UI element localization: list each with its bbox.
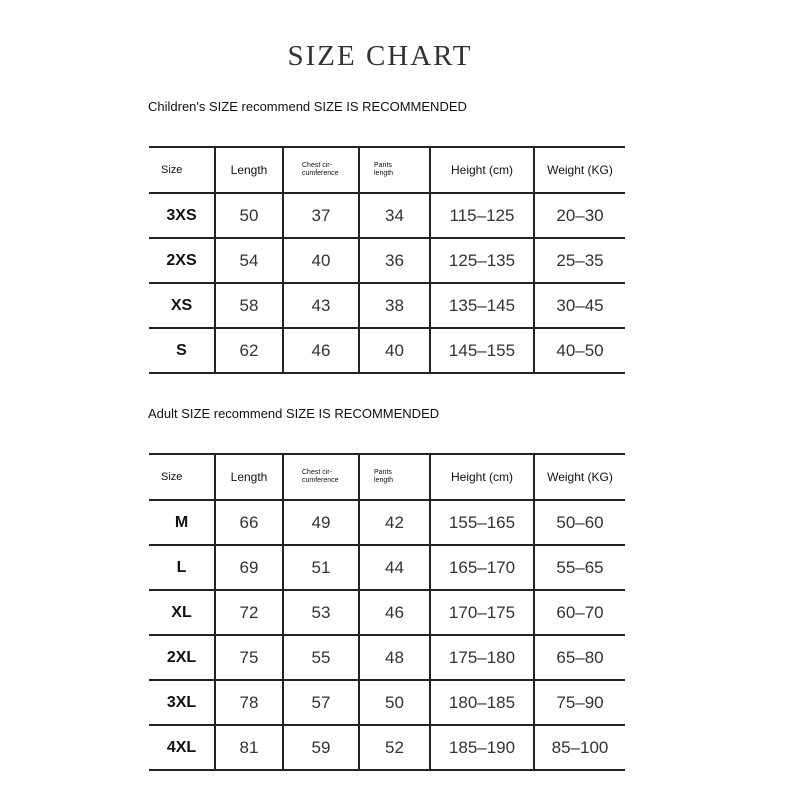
cell-length: 50 — [215, 193, 283, 238]
cell-length: 62 — [215, 328, 283, 373]
cell-chest: 43 — [283, 283, 359, 328]
cell-chest: 40 — [283, 238, 359, 283]
cell-length: 75 — [215, 635, 283, 680]
cell-pants: 36 — [359, 238, 430, 283]
cell-height: 170–175 — [430, 590, 534, 635]
cell-weight: 60–70 — [534, 590, 625, 635]
cell-height: 155–165 — [430, 500, 534, 545]
cell-pants: 40 — [359, 328, 430, 373]
table-row — [149, 635, 625, 680]
cell-chest: 55 — [283, 635, 359, 680]
header-size: Size — [149, 454, 215, 500]
cell-height: 125–135 — [430, 238, 534, 283]
cell-weight: 85–100 — [534, 725, 625, 770]
cell-size: 2XS — [149, 238, 215, 283]
cell-chest: 51 — [283, 545, 359, 590]
cell-size: 3XS — [149, 193, 215, 238]
table-row — [149, 238, 625, 283]
cell-pants: 52 — [359, 725, 430, 770]
cell-pants: 48 — [359, 635, 430, 680]
cell-height: 135–145 — [430, 283, 534, 328]
header-length: Length — [215, 147, 283, 193]
header-height: Height (cm) — [430, 147, 534, 193]
adult-section-label: Adult SIZE recommend SIZE IS RECOMMENDED — [148, 406, 440, 421]
table-header-row — [149, 147, 625, 193]
table-row — [149, 725, 625, 770]
cell-size: 4XL — [149, 725, 215, 770]
cell-height: 145–155 — [430, 328, 534, 373]
cell-length: 54 — [215, 238, 283, 283]
cell-length: 58 — [215, 283, 283, 328]
cell-pants: 38 — [359, 283, 430, 328]
cell-size: L — [149, 545, 215, 590]
cell-weight: 20–30 — [534, 193, 625, 238]
children-section-label: Children's SIZE recommend SIZE IS RECOMMENDED — [148, 99, 467, 114]
adult-table-body — [149, 500, 625, 770]
cell-chest: 59 — [283, 725, 359, 770]
header-weight: Weight (KG) — [534, 454, 625, 500]
cell-size: M — [149, 500, 215, 545]
cell-pants: 34 — [359, 193, 430, 238]
cell-height: 185–190 — [430, 725, 534, 770]
cell-size: 2XL — [149, 635, 215, 680]
cell-chest: 53 — [283, 590, 359, 635]
cell-pants: 44 — [359, 545, 430, 590]
cell-length: 78 — [215, 680, 283, 725]
page-title: SIZE CHART — [287, 40, 473, 72]
table-row — [149, 590, 625, 635]
header-pants: Pants length — [359, 454, 430, 500]
header-chest: Chest cir- cumference — [283, 147, 359, 193]
table-row — [149, 545, 625, 590]
header-height: Height (cm) — [430, 454, 534, 500]
children-size-table — [149, 146, 625, 374]
cell-weight: 75–90 — [534, 680, 625, 725]
cell-weight: 55–65 — [534, 545, 625, 590]
cell-height: 175–180 — [430, 635, 534, 680]
table-row — [149, 500, 625, 545]
header-weight: Weight (KG) — [534, 147, 625, 193]
cell-pants: 42 — [359, 500, 430, 545]
table-row — [149, 680, 625, 725]
cell-weight: 30–45 — [534, 283, 625, 328]
header-size: Size — [149, 147, 215, 193]
table-header-row — [149, 454, 625, 500]
cell-length: 69 — [215, 545, 283, 590]
cell-size: XS — [149, 283, 215, 328]
cell-size: XL — [149, 590, 215, 635]
cell-weight: 25–35 — [534, 238, 625, 283]
table-row — [149, 193, 625, 238]
cell-pants: 46 — [359, 590, 430, 635]
cell-length: 66 — [215, 500, 283, 545]
adult-size-table — [149, 453, 625, 771]
children-table-body — [149, 193, 625, 373]
table-row — [149, 283, 625, 328]
cell-length: 81 — [215, 725, 283, 770]
cell-size: 3XL — [149, 680, 215, 725]
cell-height: 115–125 — [430, 193, 534, 238]
cell-height: 180–185 — [430, 680, 534, 725]
cell-chest: 37 — [283, 193, 359, 238]
cell-weight: 40–50 — [534, 328, 625, 373]
cell-weight: 50–60 — [534, 500, 625, 545]
table-row — [149, 328, 625, 373]
cell-size: S — [149, 328, 215, 373]
cell-pants: 50 — [359, 680, 430, 725]
cell-weight: 65–80 — [534, 635, 625, 680]
cell-height: 165–170 — [430, 545, 534, 590]
header-chest: Chest cir- cumference — [283, 454, 359, 500]
cell-length: 72 — [215, 590, 283, 635]
cell-chest: 57 — [283, 680, 359, 725]
cell-chest: 49 — [283, 500, 359, 545]
cell-chest: 46 — [283, 328, 359, 373]
header-length: Length — [215, 454, 283, 500]
header-pants: Pants length — [359, 147, 430, 193]
